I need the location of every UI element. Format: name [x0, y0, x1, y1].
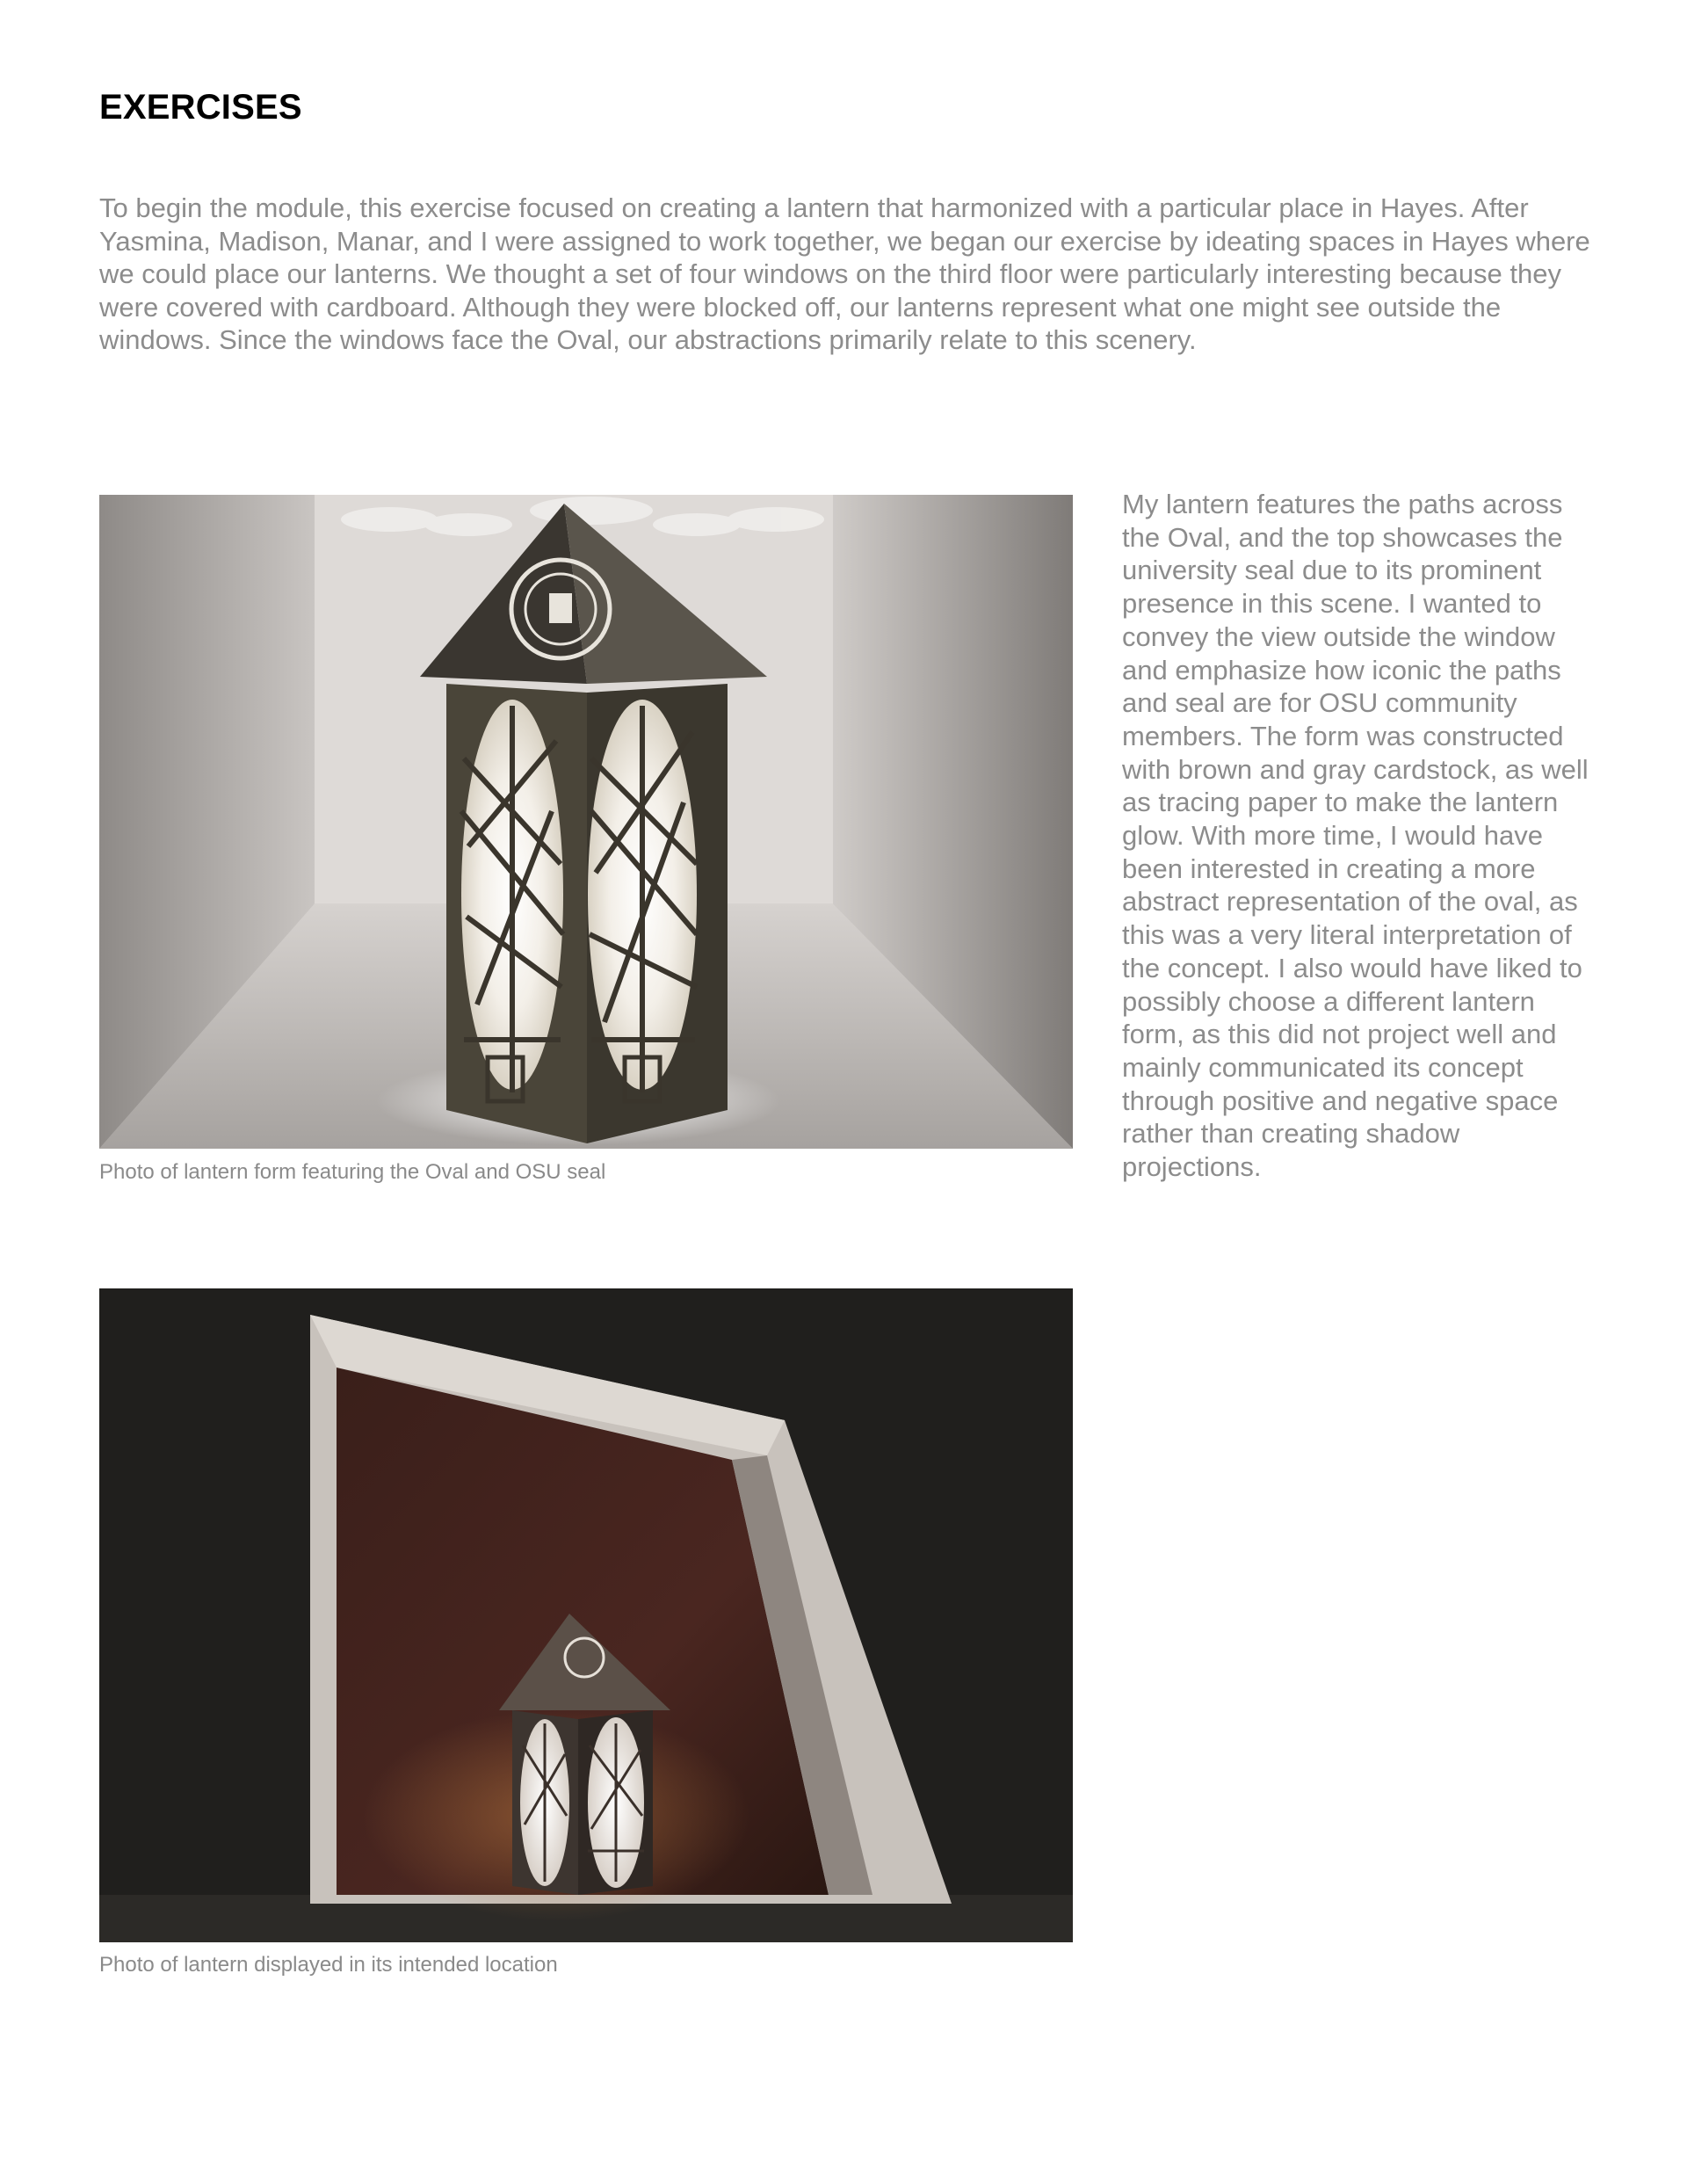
page-heading: EXERCISES [99, 88, 302, 127]
intro-paragraph: To begin the module, this exercise focused on creating a lantern that harmonized with a particular place in Hayes. After Yasmina, Madison, Manar, and I were assigned to work together, we began our exercise by ideating spaces in Hayes where we could place our lanterns. We thought a set of four windows on the third floor were particularly interesting because they were covered with cardboard. Although they were blocked off, our lanterns represent what one might see outside the windows. Since the windows face the Oval, our abstractions primarily relate to this scenery. [99, 192, 1590, 355]
lantern-photo [99, 495, 1073, 1149]
window-photo [99, 1288, 1073, 1942]
photo-caption: Photo of lantern displayed in its intended location [99, 1953, 558, 1977]
lantern-description: My lantern features the paths across the Oval, and the top showcases the university seal due to its prominent presence in this scene. I wanted to convey the view outside the window and emphasize how iconic the paths and seal are for OSU community members. The form was constructed with brown and gray cardstock, as well as tracing paper to make the lantern glow. With more time, I would have been interested in creating a more abstract representation of the oval, as this was a very literal interpretation of the concept. I also would have liked to possibly choose a different lantern form, as this did not project well and mainly communicated its concept through positive and negative space rather than creating shadow projections. [1122, 489, 1589, 1183]
photo-caption: Photo of lantern form featuring the Oval and OSU seal [99, 1160, 606, 1184]
